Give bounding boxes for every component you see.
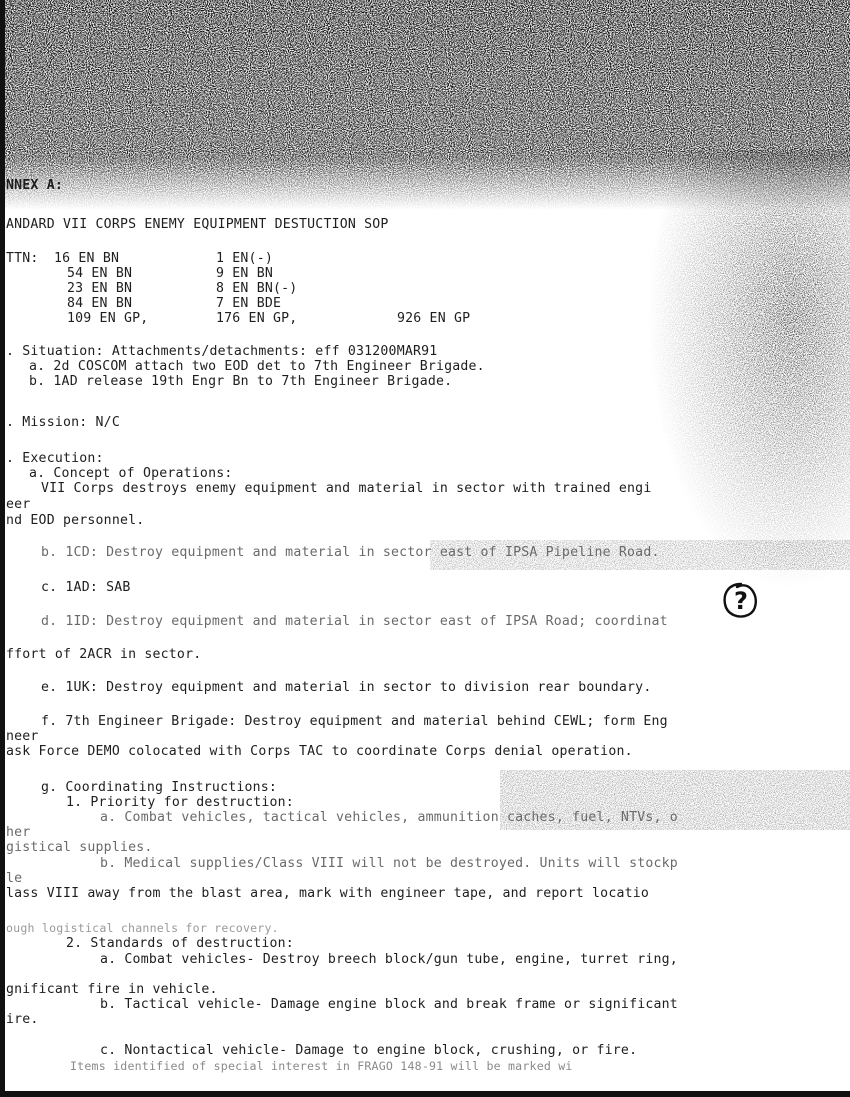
priority-item-a-cont: gistical supplies. (6, 840, 153, 855)
handwritten-question-mark (721, 581, 759, 625)
priority-item-b-cont: le (6, 871, 23, 886)
priority-item-a-cont: her (6, 825, 31, 840)
attn-unit: 176 EN GP, (216, 311, 298, 326)
execution-item-d-cont: ffort of 2ACR in sector. (6, 647, 202, 662)
execution-item-d: d. 1ID: Destroy equipment and material in sector east of IPSA Road; coordinat (41, 614, 668, 629)
attn-unit: 84 EN BN (67, 296, 133, 311)
execution-item-e: e. 1UK: Destroy equipment and material in sector to division rear boundary. (41, 680, 652, 695)
priority-item-b-cont: lass VIII away from the blast area, mark with engineer tape, and report locatio (6, 886, 650, 901)
concept-heading: a. Concept of Operations: (29, 466, 233, 481)
priority-item-b: b. Medical supplies/Class VIII will not be destroyed. Units will stockp (100, 856, 678, 871)
attn-unit: 1 EN(-) (216, 251, 273, 266)
priority-item-a: a. Combat vehicles, tactical vehicles, ammunition caches, fuel, NTVs, o (100, 810, 678, 825)
standards-heading: 2. Standards of destruction: (66, 936, 294, 951)
execution-item-c: c. 1AD: SAB (41, 580, 131, 595)
handwritten-circle-icon (721, 581, 759, 621)
standards-item-a-cont: gnificant fire in vehicle. (6, 982, 218, 997)
handwritten-mark-text: ? (734, 587, 748, 615)
standards-item-c: c. Nontactical vehicle- Damage to engine block, crushing, or fire. (100, 1043, 638, 1058)
attn-unit: 16 EN BN (54, 251, 120, 266)
attn-unit: 9 EN BN (216, 266, 273, 281)
priority-item-b-cont: ough logistical channels for recovery. (6, 921, 279, 935)
concept-text: nd EOD personnel. (6, 513, 145, 528)
execution-heading: . Execution: (6, 451, 104, 466)
attn-unit: 8 EN BN(-) (216, 281, 298, 296)
scan-left-border (0, 0, 5, 1097)
attn-unit: 54 EN BN (67, 266, 133, 281)
execution-item-f: f. 7th Engineer Brigade: Destroy equipment and material behind CEWL; form Eng (41, 714, 668, 729)
execution-item-b: b. 1CD: Destroy equipment and material in sector east of IPSA Pipeline Road. (41, 545, 660, 560)
priority-heading: 1. Priority for destruction: (66, 795, 294, 810)
attn-unit: 109 EN GP, (67, 311, 149, 326)
standards-item-d-partial: Items identified of special interest in FRAGO 148-91 will be marked wi (70, 1059, 573, 1073)
situation-item-b: b. 1AD release 19th Engr Bn to 7th Engineer Brigade. (29, 374, 453, 389)
document-title: ANDARD VII CORPS ENEMY EQUIPMENT DESTUCTION SOP (6, 217, 389, 232)
attn-unit: 7 EN BDE (216, 296, 282, 311)
situation-item-a: a. 2d COSCOM attach two EOD det to 7th Engineer Brigade. (29, 359, 485, 374)
scan-bottom-border (0, 1091, 850, 1097)
standards-item-b: b. Tactical vehicle- Damage engine block and break frame or significant (100, 997, 678, 1012)
annex-label: NNEX A: (6, 178, 63, 193)
attn-unit: 23 EN BN (67, 281, 133, 296)
attn-unit: 926 EN GP (397, 311, 471, 326)
execution-item-f: neer (6, 729, 39, 744)
situation-heading: . Situation: Attachments/detachments: eff 031200MAR91 (6, 344, 438, 359)
standards-item-a: a. Combat vehicles- Destroy breech block/gun tube, engine, turret ring, (100, 952, 678, 967)
concept-text: eer (6, 497, 31, 512)
coordinating-heading: g. Coordinating Instructions: (41, 780, 278, 795)
concept-text: VII Corps destroys enemy equipment and material in sector with trained engi (41, 481, 652, 496)
mission-line: . Mission: N/C (6, 415, 120, 430)
standards-item-b-cont: ire. (6, 1012, 39, 1027)
execution-item-f: ask Force DEMO colocated with Corps TAC to coordinate Corps denial operation. (6, 744, 633, 759)
attn-label: TTN: (6, 251, 39, 266)
